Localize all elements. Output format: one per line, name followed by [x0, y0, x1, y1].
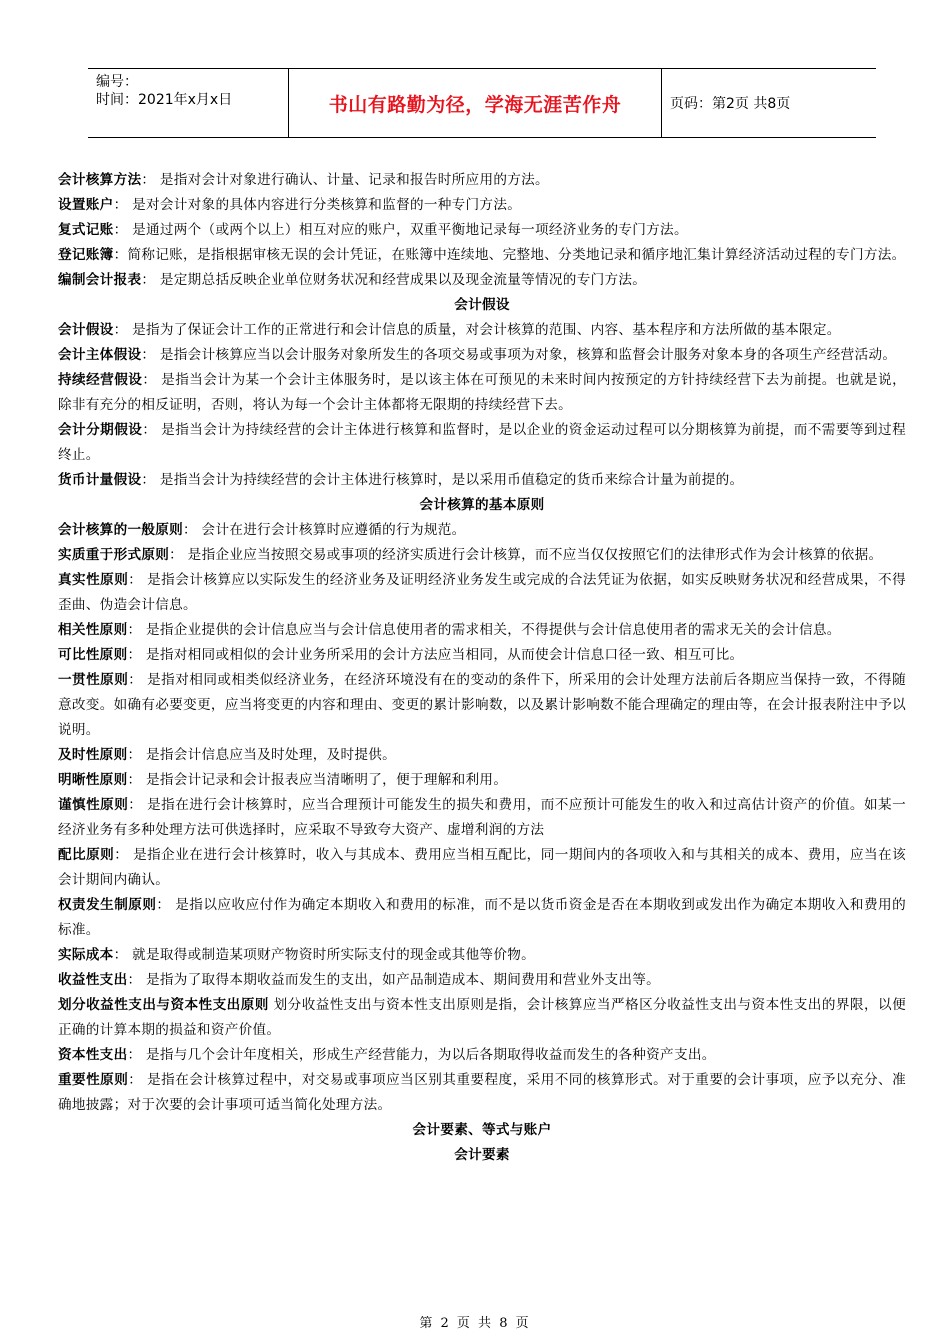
definition-text: ： 会计在进行会计核算时应遵循的行为规范。 — [183, 522, 466, 538]
definition-term: 一贯性原则 — [58, 672, 129, 688]
definition-term: 明晰性原则 — [58, 772, 128, 788]
definition-text: ： 是指对相同或相类似经济业务，在经济环境没有在的变动的条件下，所采用的会计处理方法前后各期应当保持一致，不得随意改变。如确有必要变更，应当将变更的内容和理由、变更的累计影响数，以及累计影响数不能合理确定的理由等，在会计报表附注中予以说明。 — [58, 672, 906, 738]
definition-paragraph — [58, 568, 906, 618]
definition-text: ： 是指对相同或相似的会计业务所采用的会计方法应当相同，从而使会计信息口径一致、相互可比。 — [127, 647, 744, 663]
definition-term: 划分收益性支出与资本性支出原则 — [58, 997, 269, 1013]
definition-term: 重要性原则 — [58, 1072, 129, 1088]
definition-text: ： 是指当会计为持续经营的会计主体进行核算和监督时，是以企业的资金运动过程可以分期核算为前提，而不需要等到过程终止。 — [58, 422, 906, 463]
definition-text: ： 是指以应收应付作为确定本期收入和费用的标准，而不是以货币资金是否在本期收到或发出作为确定本期收入和费用的标准。 — [58, 897, 906, 938]
definition-paragraph — [58, 268, 906, 293]
definition-paragraph — [58, 343, 906, 368]
time-label: 时间：2021年x月x日 — [96, 92, 233, 108]
definition-text: ： 是指当会计为某一个会计主体服务时，是以该主体在可预见的未来时间内按预定的方针持续经营下去为前提。也就是说，除非有充分的相反证明，否则，将认为每一个会计主体都将无限期的持续经营下去。 — [58, 372, 906, 413]
definition-term: 资本性支出 — [58, 1047, 128, 1063]
definition-paragraph — [58, 168, 906, 193]
definition-text: ： 是指与几个会计年度相关，形成生产经营能力，为以后各期取得收益而发生的各种资产支出。 — [127, 1047, 716, 1063]
definition-paragraph — [58, 1068, 906, 1118]
definition-text: ： 是指在会计核算过程中，对交易或事项应当区别其重要程度，采用不同的核算形式。对于重要的会计事项，应予以充分、准确地披露；对于次要的会计事项可适当简化处理方法。 — [58, 1072, 906, 1113]
definition-term: 会计分期假设 — [58, 422, 143, 438]
section-heading: 会计核算的基本原则 — [419, 497, 545, 513]
definition-term: 实质重于形式原则 — [58, 547, 170, 563]
definition-paragraph — [58, 243, 906, 268]
definition-text: ： 是定期总括反映企业单位财务状况和经营成果以及现金流量等情况的专门方法。 — [141, 272, 647, 288]
definition-paragraph — [58, 618, 906, 643]
definition-term: 真实性原则 — [58, 572, 129, 588]
definition-paragraph — [58, 218, 906, 243]
definition-paragraph — [58, 843, 906, 893]
definition-term: 货币计量假设 — [58, 472, 142, 488]
definition-paragraph — [58, 543, 906, 568]
page-header — [88, 68, 876, 138]
definition-text: ： 是指会计记录和会计报表应当清晰明了，便于理解和利用。 — [127, 772, 508, 788]
definition-paragraph — [58, 468, 906, 493]
definition-term: 设置账户 — [58, 197, 114, 213]
definition-text: ： 是指当会计为持续经营的会计主体进行核算时，是以采用币值稳定的货币来综合计量为前提的。 — [141, 472, 744, 488]
definition-paragraph — [58, 893, 906, 943]
definition-paragraph — [58, 968, 906, 993]
definition-text: ： 是通过两个（或两个以上）相互对应的账户，双重平衡地记录每一项经济业务的专门方法。 — [113, 222, 688, 238]
definition-text: ： 是指企业在进行会计核算时，收入与其成本、费用应当相互配比，同一期间内的各项收入和与其相关的成本、费用，应当在该会计期间内确认。 — [58, 847, 907, 888]
page-footer: 第 2 页 共 8 页 — [419, 1316, 531, 1331]
definition-text: ： 是指为了取得本期收益而发生的支出，如产品制造成本、期间费用和营业外支出等。 — [127, 972, 661, 988]
definition-text: ： 是指对会计对象进行确认、计量、记录和报告时所应用的方法。 — [141, 172, 549, 188]
definition-term: 复式记账 — [58, 222, 114, 238]
definition-text: ：简称记账，是指根据审核无误的会计凭证，在账簿中连续地、完整地、分类地记录和循序地汇集计算经济活动过程的专门方法。 — [113, 247, 906, 263]
definition-text: ： 是对会计对象的具体内容进行分类核算和监督的一种专门方法。 — [113, 197, 522, 213]
definition-paragraph — [58, 793, 906, 843]
definition-paragraph — [58, 368, 906, 418]
definition-term: 及时性原则 — [58, 747, 128, 763]
definition-paragraph — [58, 318, 906, 343]
definition-text: ： 是指在进行会计核算时，应当合理预计可能发生的损失和费用，而不应预计可能发生的收入和过高估计资产的价值。如某一经济业务有多种处理方法可供选择时，应采取不导致夸大资产、虚增利润的方法 — [58, 797, 906, 838]
definition-term: 会计假设 — [58, 322, 114, 338]
definition-text: ： 是指会计信息应当及时处理，及时提供。 — [127, 747, 397, 763]
definition-term: 相关性原则 — [58, 622, 128, 638]
definition-term: 配比原则 — [58, 847, 115, 863]
definition-paragraph — [58, 743, 906, 768]
definition-paragraph — [58, 193, 906, 218]
definition-term: 实际成本 — [58, 947, 114, 963]
definition-term: 编制会计报表 — [58, 272, 142, 288]
definition-paragraph — [58, 518, 906, 543]
header-meta — [88, 69, 288, 137]
definition-paragraph — [58, 943, 906, 968]
definition-term: 登记账簿 — [58, 247, 114, 263]
definition-term: 谨慎性原则 — [58, 797, 129, 813]
definition-paragraph — [58, 1043, 906, 1068]
section-heading: 会计要素 — [454, 1147, 510, 1163]
definition-term: 会计主体假设 — [58, 347, 142, 363]
definition-text: ： 就是取得或制造某项财产物资时所实际支付的现金或其他等价物。 — [113, 947, 536, 963]
header-page-info: 页码：第2页 共8页 — [670, 96, 791, 112]
definition-term: 持续经营假设 — [58, 372, 143, 388]
section-heading: 会计要素、等式与账户 — [412, 1122, 552, 1138]
definition-text: ： 是指企业提供的会计信息应当与会计信息使用者的需求相关，不得提供与会计信息使用者的需求无关的会计信息。 — [127, 622, 841, 638]
definition-term: 会计核算的一般原则 — [58, 522, 184, 538]
definition-text: ： 是指会计核算应以实际发生的经济业务及证明经济业务发生或完成的合法凭证为依据，如实反映财务状况和经营成果，不得歪曲、伪造会计信息。 — [58, 572, 906, 613]
definition-paragraph — [58, 768, 906, 793]
definition-text: ： 是指为了保证会计工作的正常进行和会计信息的质量，对会计核算的范围、内容、基本程序和方法所做的基本限定。 — [113, 322, 841, 338]
definition-text: ： 是指会计核算应当以会计服务对象所发生的各项交易或事项为对象，核算和监督会计服务对象本身的各项生产经营活动。 — [141, 347, 897, 363]
definition-paragraph — [58, 668, 906, 743]
number-label: 编号： — [96, 74, 138, 90]
definition-term: 收益性支出 — [58, 972, 128, 988]
definition-paragraph — [58, 643, 906, 668]
definition-text: 划分收益性支出与资本性支出原则是指，会计核算应当严格区分收益性支出与资本性支出的界限，以便正确的计算本期的损益和资产价值。 — [58, 997, 906, 1038]
definition-term: 可比性原则 — [58, 647, 128, 663]
document-body — [58, 168, 906, 1168]
definition-text: ： 是指企业应当按照交易或事项的经济实质进行会计核算，而不应当仅仅按照它们的法律形式作为会计核算的依据。 — [169, 547, 883, 563]
definition-term: 会计核算方法 — [58, 172, 142, 188]
header-motto: 书山有路勤为径，学海无涯苦作舟 — [288, 69, 662, 137]
definition-term: 权责发生制原则 — [58, 897, 157, 913]
section-heading: 会计假设 — [454, 297, 510, 313]
definition-paragraph — [58, 418, 906, 468]
definition-paragraph — [58, 993, 906, 1043]
